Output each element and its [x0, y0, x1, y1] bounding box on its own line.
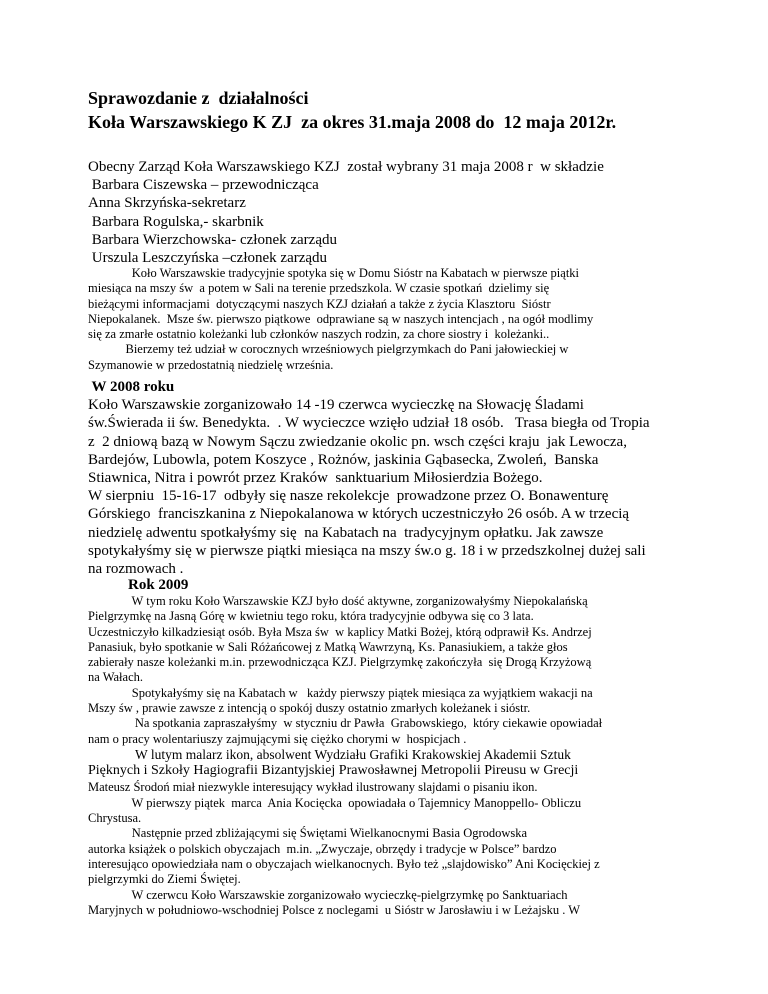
- paragraph-line: się za zmarłe ostatnio koleżanki lub członków naszych rodzin, za chore siostry i koleżanki..: [88, 327, 550, 342]
- section-line: W lutym malarz ikon, absolwent Wydziału Grafiki Krakowskiej Akademii Sztuk: [88, 746, 571, 762]
- section-line: Bardejów, Lubowla, potem Koszyce , Rożnów, jaskinia Gąbasecka, Zwoleń, Banska: [88, 451, 599, 468]
- section-line: Spotykałyśmy się na Kabatach w każdy pierwszy piątek miesiąca za wyjątkiem wakacji na: [88, 685, 593, 700]
- board-composition: [88, 158, 688, 267]
- document-title: [88, 86, 616, 134]
- section-line: Maryjnych w południowo-wschodniej Polsce z noclegami u Sióstr w Jarosławiu i w Leżajsku . W: [88, 902, 581, 917]
- section-heading: Rok 2009: [128, 577, 189, 593]
- section-line: Panasiuk, było spotkanie w Sali Różańcowej z Matką Wawrzyną, Ks. Panasiukiem, a także głos: [88, 639, 568, 654]
- intro-line: Obecny Zarząd Koła Warszawskiego KZJ został wybrany 31 maja 2008 r w składzie: [88, 159, 604, 175]
- section-2008: [88, 378, 688, 578]
- section-line: Pięknych i Szkoły Hagiografii Bizantyjskiej Prawosławnej Metropolii Pireusu w Grecji: [88, 763, 579, 779]
- intro-line: Barbara Rogulska,- skarbnik: [88, 213, 264, 230]
- meetings-paragraph: [88, 266, 688, 373]
- intro-line: Barbara Ciszewska – przewodnicząca: [88, 177, 319, 194]
- section-line: W pierwszy piątek marca Ania Kocięcka opowiadała o Tajemnicy Manoppello- Obliczu: [88, 795, 582, 810]
- paragraph-line: miesiąca na mszy św a potem w Sali na terenie przedszkola. W czasie spotkań dzielimy się: [88, 281, 550, 296]
- section-line: zabierały nasze koleżanki m.in. przewodnicząca KZJ. Pielgrzymkę zakończyła się Drogą Krzyżową: [88, 655, 592, 670]
- section-line: Uczestniczyło kilkadziesiąt osób. Była Msza św w kaplicy Matki Bożej, którą odprawił Ks. Andrzej: [88, 624, 592, 639]
- section-line: Koło Warszawskie zorganizowało 14 -19 czerwca wycieczkę na Słowację Śladami: [88, 397, 584, 414]
- section-line: na Wałach.: [88, 670, 143, 685]
- paragraph-line: bieżącymi informacjami dotyczącymi naszych KZJ działań a także z życia Klasztoru Sióstr: [88, 296, 551, 311]
- section-line: spotykałyśmy się w pierwsze piątki miesiąca na mszy św.o g. 18 i w przedszkolnej dużej sali: [88, 542, 646, 559]
- section-line: Stiawnica, Nitra i powrót przez Kraków sanktuarium Miłosierdzia Bożego.: [88, 470, 543, 487]
- section-line: z 2 dniową bazą w Nowym Sączu zwiedzanie okolic pn. wsch części kraju jak Lewocza,: [88, 433, 627, 450]
- intro-line: Barbara Wierzchowska- członek zarządu: [88, 231, 337, 248]
- paragraph-line: Koło Warszawskie tradycyjnie spotyka się w Domu Sióstr na Kabatach w pierwsze piątki: [88, 266, 580, 280]
- section-line: Górskiego franciszkanina z Niepokalanowa w których uczestniczyło 26 osób. A w trzecią: [88, 506, 630, 523]
- paragraph-line: Szymanowie w przedostatnią niedzielę września.: [88, 357, 334, 372]
- section-line: na rozmowach .: [88, 561, 184, 578]
- section-line: nam o pracy wolentariuszy zajmującymi się ciężko chorymi w hospicjach .: [88, 731, 467, 746]
- section-line: W tym roku Koło Warszawskie KZJ było dość aktywne, zorganizowałyśmy Niepokalańską: [88, 594, 588, 608]
- section-line: Na spotkania zapraszałyśmy w styczniu dr Pawła Grabowskiego, który ciekawie opowiadał: [88, 716, 603, 731]
- section-heading: W 2008 roku: [88, 379, 175, 395]
- section-line: interesująco opowiedziała nam o obyczajach wielkanocnych. Było też „slajdowisko” Ani Kocięckiej z: [88, 856, 600, 871]
- section-line: Mszy św , prawie zawsze z intencją o spokój duszy ostatnio zmarłych koleżanek i sióstr.: [88, 701, 531, 716]
- section-line: Następnie przed zbliżającymi się Świętami Wielkanocnymi Basia Ogrodowska: [88, 826, 528, 841]
- section-line: Mateusz Środoń miał niezwykle interesujący wykład ilustrowany slajdami o pisaniu ikon.: [88, 780, 538, 795]
- section-line: W czerwcu Koło Warszawskie zorganizowało wycieczkę-pielgrzymkę po Sanktuariach: [88, 887, 568, 902]
- title-line: Sprawozdanie z działalności: [88, 88, 309, 108]
- section-line: niedzielę adwentu spotkałyśmy się na Kabatach na tradycyjnym opłatku. Jak zawsze: [88, 524, 604, 541]
- paragraph-line: Niepokalanek. Msze św. pierwszo piątkowe odprawiane są w naszych intencjach , na ogół modlimy: [88, 311, 594, 326]
- paragraph-line: Bierzemy też udział w corocznych wrześniowych pielgrzymkach do Pani jałowieckiej w: [88, 342, 569, 357]
- section-line: św.Świerada ii św. Benedykta. . W wycieczce wzięło udział 18 osób. Trasa biegła od Tropia: [88, 415, 650, 432]
- section-line: Pielgrzymkę na Jasną Górę w kwietniu tego roku, która tradycyjnie odbywa się co 3 lata.: [88, 609, 534, 624]
- intro-line: Anna Skrzyńska-sekretarz: [88, 195, 246, 212]
- section-line: pielgrzymki do Ziemi Świętej.: [88, 872, 241, 887]
- title-line: Koła Warszawskiego K ZJ za okres 31.maja 2008 do 12 maja 2012r.: [88, 112, 617, 132]
- section-line: W sierpniu 15-16-17 odbyły się nasze rekolekcje prowadzone przez O. Bonawenturę: [88, 488, 609, 505]
- section-line: autorka książek o polskich obyczajach m.in. „Zwyczaje, obrzędy i tradycje w Polsce” bardzo: [88, 841, 557, 856]
- section-line: Chrystusa.: [88, 811, 142, 826]
- intro-line: Urszula Leszczyńska –członek zarządu: [88, 250, 328, 267]
- section-2009: [88, 576, 688, 918]
